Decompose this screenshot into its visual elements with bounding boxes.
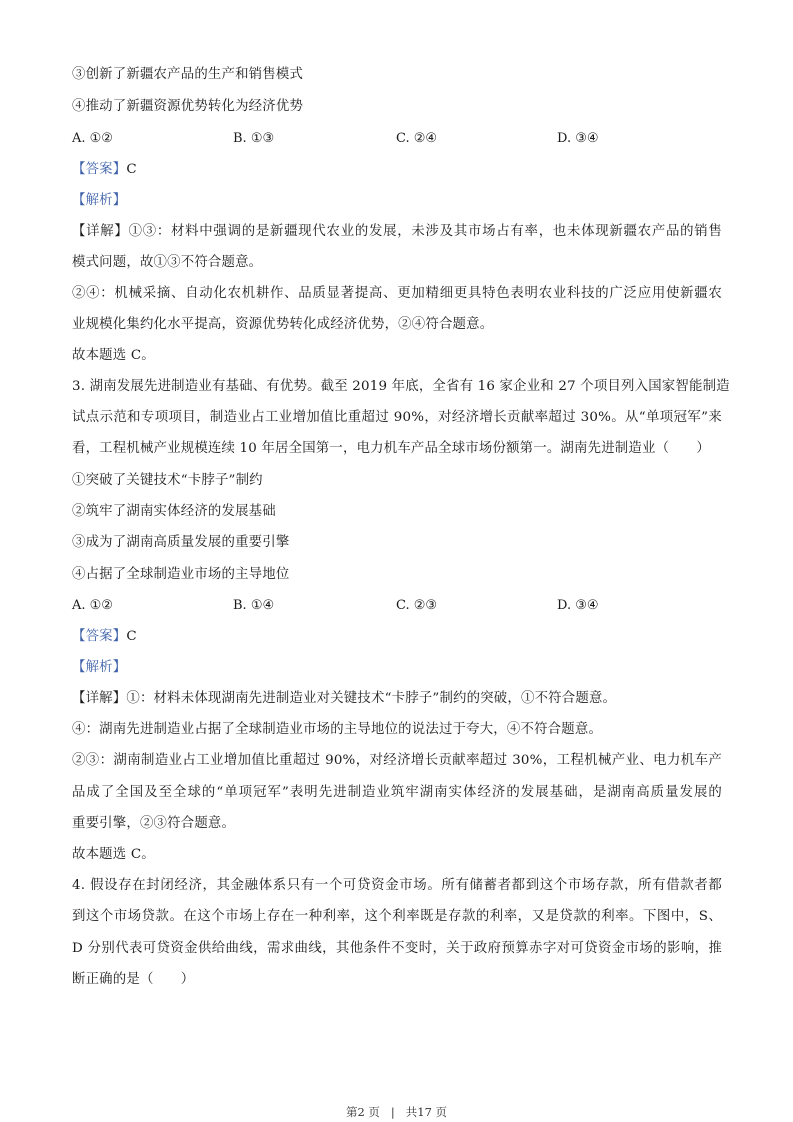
q4-stem-line-3: D 分别代表可贷资金供给曲线，需求曲线，其他条件不变时，关于政府预算赤字对可贷资金市场的影响，推 bbox=[72, 941, 722, 956]
q3-answer bbox=[72, 628, 722, 646]
q3-detail-line-3: ②③：湖南制造业占工业增加值比重超过 90%，对经济增长贡献率超过 30%，工程机械产业、电力机车产 bbox=[72, 753, 722, 768]
q2-detail-line-1: 【详解】①③：材料中强调的是新疆现代农业的发展，未涉及其市场占有率，也未体现新疆农产品的销售 bbox=[72, 224, 722, 239]
q2-detail-line-3: ②④：机械采摘、自动化农机耕作、品质显著提高、更加精细更具特色表明农业科技的广泛应用使新疆农 bbox=[72, 286, 722, 301]
q3-stem-line-1: 3. 湖南发展先进制造业有基础、有优势。截至 2019 年底，全省有 16 家企业和 27 个项目列入国家智能制造 bbox=[72, 379, 730, 394]
q3-item-2: ②筑牢了湖南实体经济的发展基础 bbox=[72, 504, 276, 519]
page-footer bbox=[0, 1104, 793, 1120]
q2-detail-line-4: 业规模化集约化水平提高，资源优势转化成经济优势，②④符合题意。 bbox=[72, 317, 494, 332]
q2-answer bbox=[72, 161, 722, 179]
q3-option-c: C. ②③ bbox=[396, 598, 438, 613]
q2-option-c: C. ②④ bbox=[396, 131, 438, 146]
q3-option-b: B. ①④ bbox=[233, 598, 275, 613]
q3-detail-line-2: ④：湖南先进制造业占据了全球制造业市场的主导地位的说法过于夸大，④不符合题意。 bbox=[72, 722, 603, 737]
q2-option-a: A. ①② bbox=[72, 131, 113, 146]
q2-detail-line-2: 模式问题，故①③不符合题意。 bbox=[72, 255, 263, 270]
q4-stem-line-2: 到这个市场贷款。在这个市场上存在一种利率，这个利率既是存款的利率，又是贷款的利率。下图中，S、 bbox=[72, 909, 722, 924]
q3-item-4: ④占据了全球制造业市场的主导地位 bbox=[72, 567, 290, 582]
q3-option-d: D. ③④ bbox=[557, 598, 599, 613]
page-total: 共17 页 bbox=[405, 1105, 448, 1119]
answer-value: C bbox=[126, 162, 137, 177]
answer-value: C bbox=[126, 629, 137, 644]
q3-analysis-tag: 【解析】 bbox=[72, 660, 127, 675]
q4-stem-line-4: 断正确的是（ ） bbox=[72, 972, 195, 987]
q2-analysis-tag: 【解析】 bbox=[72, 193, 127, 208]
answer-tag: 【答案】 bbox=[72, 629, 127, 644]
q2-option-d: D. ③④ bbox=[557, 131, 599, 146]
q4-stem-line-1: 4. 假设存在封闭经济，其金融体系只有一个可贷资金市场。所有储蓄者都到这个市场存款，所有借款者都 bbox=[72, 878, 722, 893]
answer-tag: 【答案】 bbox=[72, 162, 127, 177]
q3-item-1: ①突破了关键技术“卡脖子”制约 bbox=[72, 473, 263, 488]
q2-item-3: ③创新了新疆农产品的生产和销售模式 bbox=[72, 67, 304, 82]
q2-item-4: ④推动了新疆资源优势转化为经济优势 bbox=[72, 99, 304, 114]
footer-separator: | bbox=[390, 1105, 395, 1119]
q3-option-a: A. ①② bbox=[72, 598, 113, 613]
q2-option-b: B. ①③ bbox=[233, 131, 275, 146]
q3-detail-line-4: 品成了全国及至全球的“单项冠军”表明先进制造业筑牢湖南实体经济的发展基础，是湖南高质量发展的 bbox=[72, 785, 722, 800]
q3-conclusion: 故本题选 C。 bbox=[72, 847, 155, 862]
q3-detail-line-1: 【详解】①：材料未体现湖南先进制造业对关键技术“卡脖子”制约的突破，①不符合题意。 bbox=[72, 691, 617, 706]
q3-item-3: ③成为了湖南高质量发展的重要引擎 bbox=[72, 535, 290, 550]
q3-stem-line-2: 试点示范和专项项目，制造业占工业增加值比重超过 90%，对经济增长贡献率超过 30%。从“单项冠军”来 bbox=[72, 410, 722, 425]
q3-stem-line-3: 看，工程机械产业规模连续 10 年居全国第一，电力机车产品全球市场份额第一。湖南先进制造业（ ） bbox=[72, 441, 710, 456]
q3-detail-line-5: 重要引擎，②③符合题意。 bbox=[72, 816, 236, 831]
q2-conclusion: 故本题选 C。 bbox=[72, 348, 155, 363]
page-number: 第2 页 bbox=[345, 1105, 380, 1119]
